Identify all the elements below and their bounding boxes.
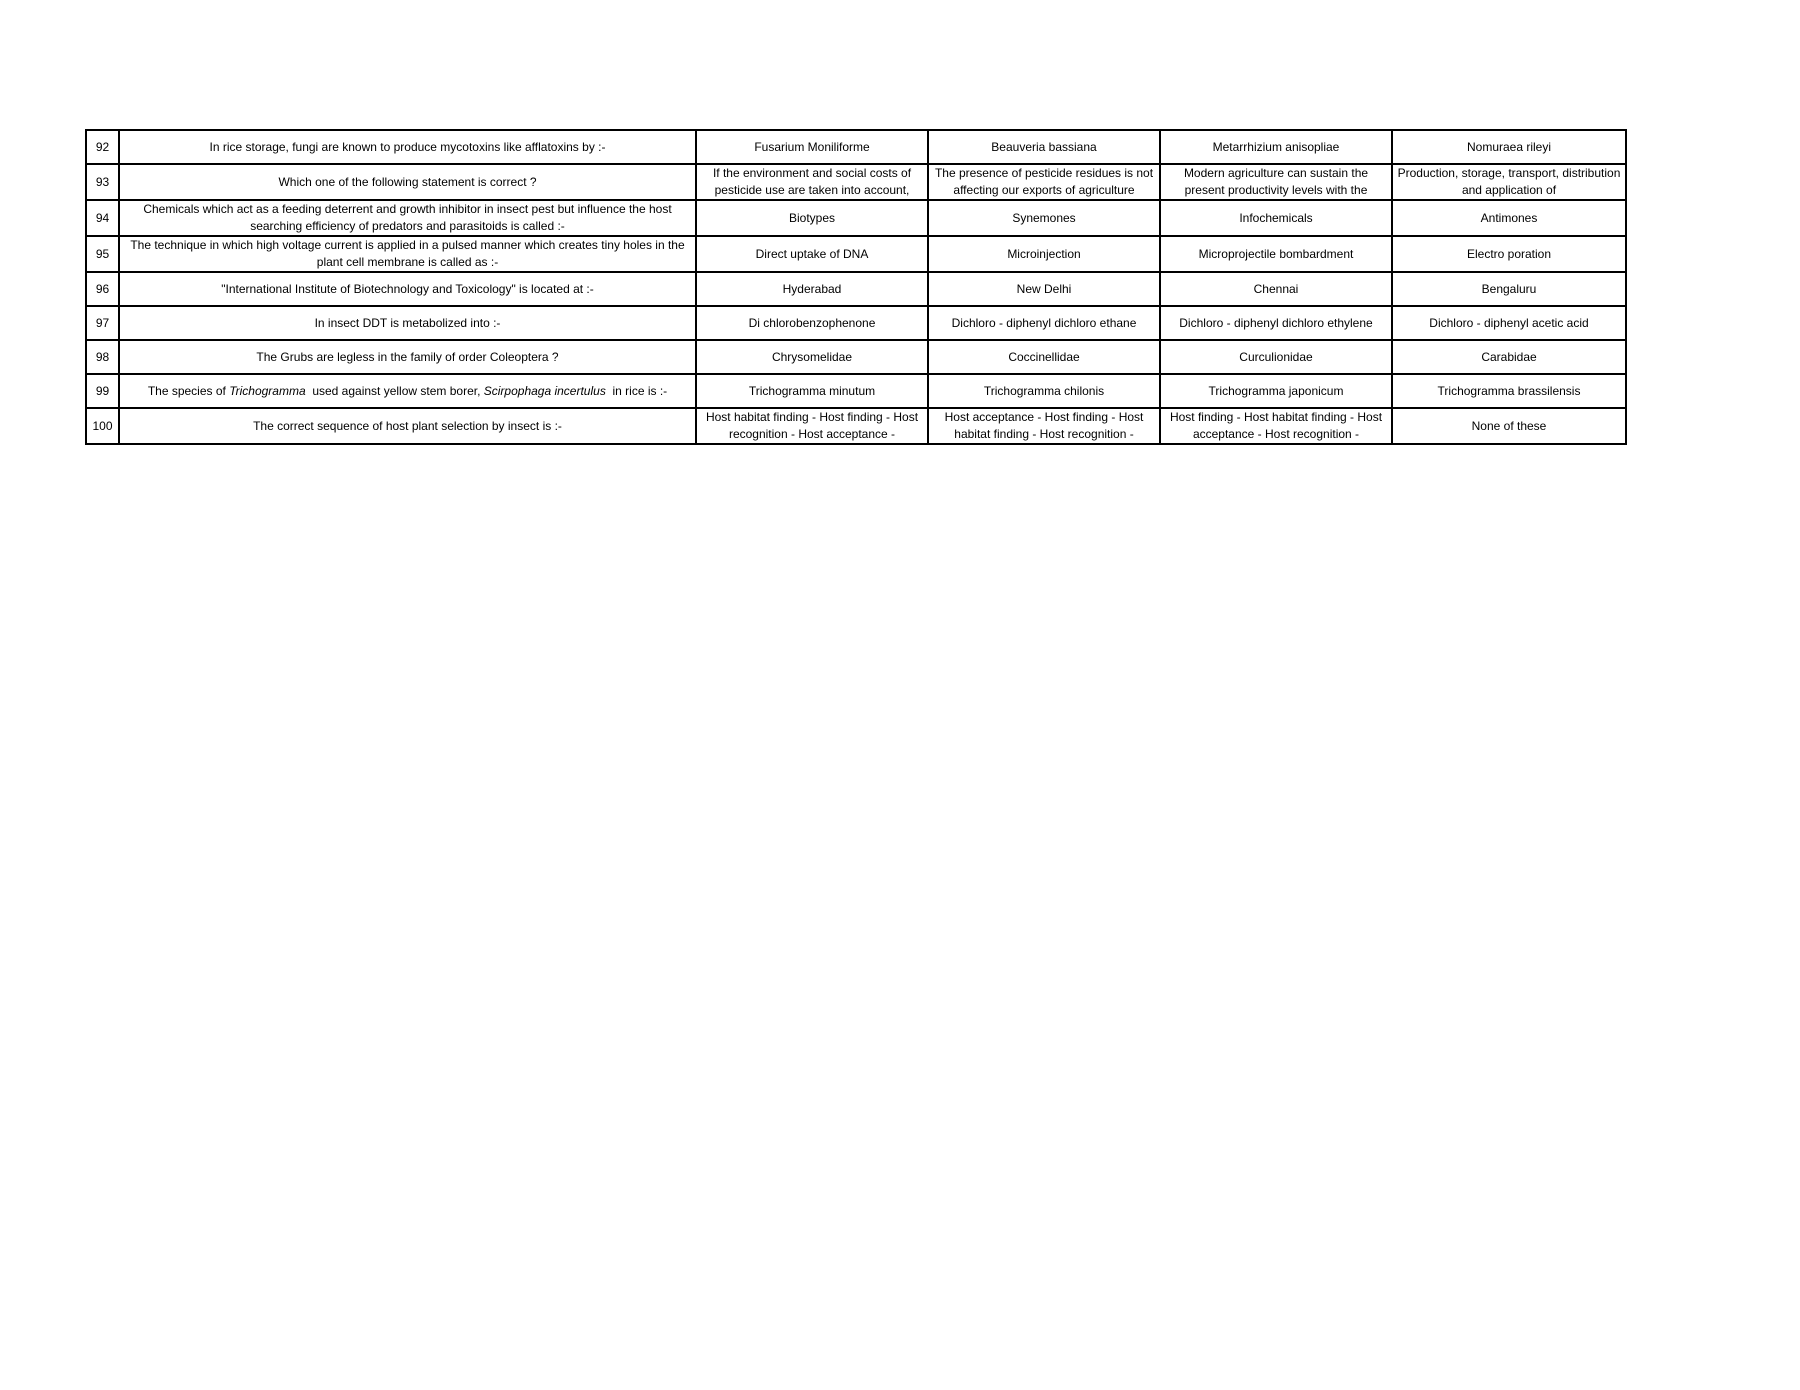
option-d: None of these	[1392, 408, 1626, 444]
option-c	[1160, 408, 1392, 444]
option-d: Dichloro - diphenyl acetic acid	[1392, 306, 1626, 340]
option-b: New Delhi	[928, 272, 1160, 306]
question-text: The correct sequence of host plant selection by insect is :-	[119, 408, 696, 444]
option-a: Trichogramma minutum	[696, 374, 928, 408]
option-b	[928, 164, 1160, 200]
option-c: Dichloro - diphenyl dichloro ethylene	[1160, 306, 1392, 340]
option-a: Di chlorobenzophenone	[696, 306, 928, 340]
option-b-text: The presence of pesticide residues is not affecting our exports of agriculture	[934, 166, 1154, 197]
genus-name: Trichogramma	[229, 383, 306, 398]
question-number: 98	[86, 340, 119, 374]
question-number: 100	[86, 408, 119, 444]
option-c: Chennai	[1160, 272, 1392, 306]
question-text-content: The technique in which high voltage current is applied in a pulsed manner which creates tiny holes in the plant cell membrane is called as :-	[130, 238, 685, 269]
option-a: Hyderabad	[696, 272, 928, 306]
table-row	[86, 408, 1626, 444]
option-b: Microinjection	[928, 236, 1160, 272]
option-d-text: Production, storage, transport, distribution and application of	[1397, 166, 1621, 197]
question-text: In rice storage, fungi are known to produce mycotoxins like afflatoxins by :-	[119, 130, 696, 164]
option-d: Trichogramma brassilensis	[1392, 374, 1626, 408]
option-a-text: Host habitat finding - Host finding - Host recognition - Host acceptance -	[705, 410, 919, 441]
option-c: Metarrhizium anisopliae	[1160, 130, 1392, 164]
option-c: Infochemicals	[1160, 200, 1392, 236]
option-b: Trichogramma chilonis	[928, 374, 1160, 408]
question-number: 92	[86, 130, 119, 164]
option-a: Direct uptake of DNA	[696, 236, 928, 272]
question-text: "International Institute of Biotechnology and Toxicology" is located at :-	[119, 272, 696, 306]
table-row	[86, 272, 1626, 306]
question-number: 95	[86, 236, 119, 272]
option-c-text: Modern agriculture can sustain the present productivity levels with the	[1183, 166, 1369, 197]
question-text: The Grubs are legless in the family of order Coleoptera ?	[119, 340, 696, 374]
option-d: Electro poration	[1392, 236, 1626, 272]
question-number: 94	[86, 200, 119, 236]
option-a: Chrysomelidae	[696, 340, 928, 374]
question-number: 93	[86, 164, 119, 200]
table-row	[86, 200, 1626, 236]
table-row	[86, 164, 1626, 200]
option-a: Fusarium Moniliforme	[696, 130, 928, 164]
option-a	[696, 408, 928, 444]
question-text: In insect DDT is metabolized into :-	[119, 306, 696, 340]
option-c: Microprojectile bombardment	[1160, 236, 1392, 272]
option-b-text: Host acceptance - Host finding - Host habitat finding - Host recognition -	[944, 410, 1144, 441]
option-d: Nomuraea rileyi	[1392, 130, 1626, 164]
option-a: Biotypes	[696, 200, 928, 236]
option-d: Antimones	[1392, 200, 1626, 236]
option-c	[1160, 164, 1392, 200]
option-b: Synemones	[928, 200, 1160, 236]
question-text	[119, 236, 696, 272]
option-d	[1392, 164, 1626, 200]
option-b: Dichloro - diphenyl dichloro ethane	[928, 306, 1160, 340]
option-d: Carabidae	[1392, 340, 1626, 374]
option-b: Beauveria bassiana	[928, 130, 1160, 164]
option-b: Coccinellidae	[928, 340, 1160, 374]
table-row	[86, 236, 1626, 272]
option-c: Trichogramma japonicum	[1160, 374, 1392, 408]
species-name: Scirpophaga incertulus	[483, 383, 606, 398]
table-row	[86, 130, 1626, 164]
question-number: 97	[86, 306, 119, 340]
table-row	[86, 340, 1626, 374]
question-text-part: in rice is :-	[605, 383, 668, 398]
table-row	[86, 374, 1626, 408]
question-text	[119, 200, 696, 236]
table-row	[86, 306, 1626, 340]
question-text-part: The species of	[147, 383, 230, 398]
option-a-text: If the environment and social costs of pesticide use are taken into account,	[712, 166, 912, 197]
question-number: 96	[86, 272, 119, 306]
option-c-text: Host finding - Host habitat finding - Host acceptance - Host recognition -	[1169, 410, 1383, 441]
option-c: Curculionidae	[1160, 340, 1392, 374]
question-text-content: Chemicals which act as a feeding deterrent and growth inhibitor in insect pest but influence the host searching efficiency of predators and parasitoids is called :-	[143, 202, 672, 233]
question-table	[85, 129, 1627, 445]
question-text-part: used against yellow stem borer,	[305, 383, 484, 398]
option-d: Bengaluru	[1392, 272, 1626, 306]
option-a	[696, 164, 928, 200]
question-text	[119, 374, 696, 408]
question-text: Which one of the following statement is correct ?	[119, 164, 696, 200]
option-b	[928, 408, 1160, 444]
question-number: 99	[86, 374, 119, 408]
